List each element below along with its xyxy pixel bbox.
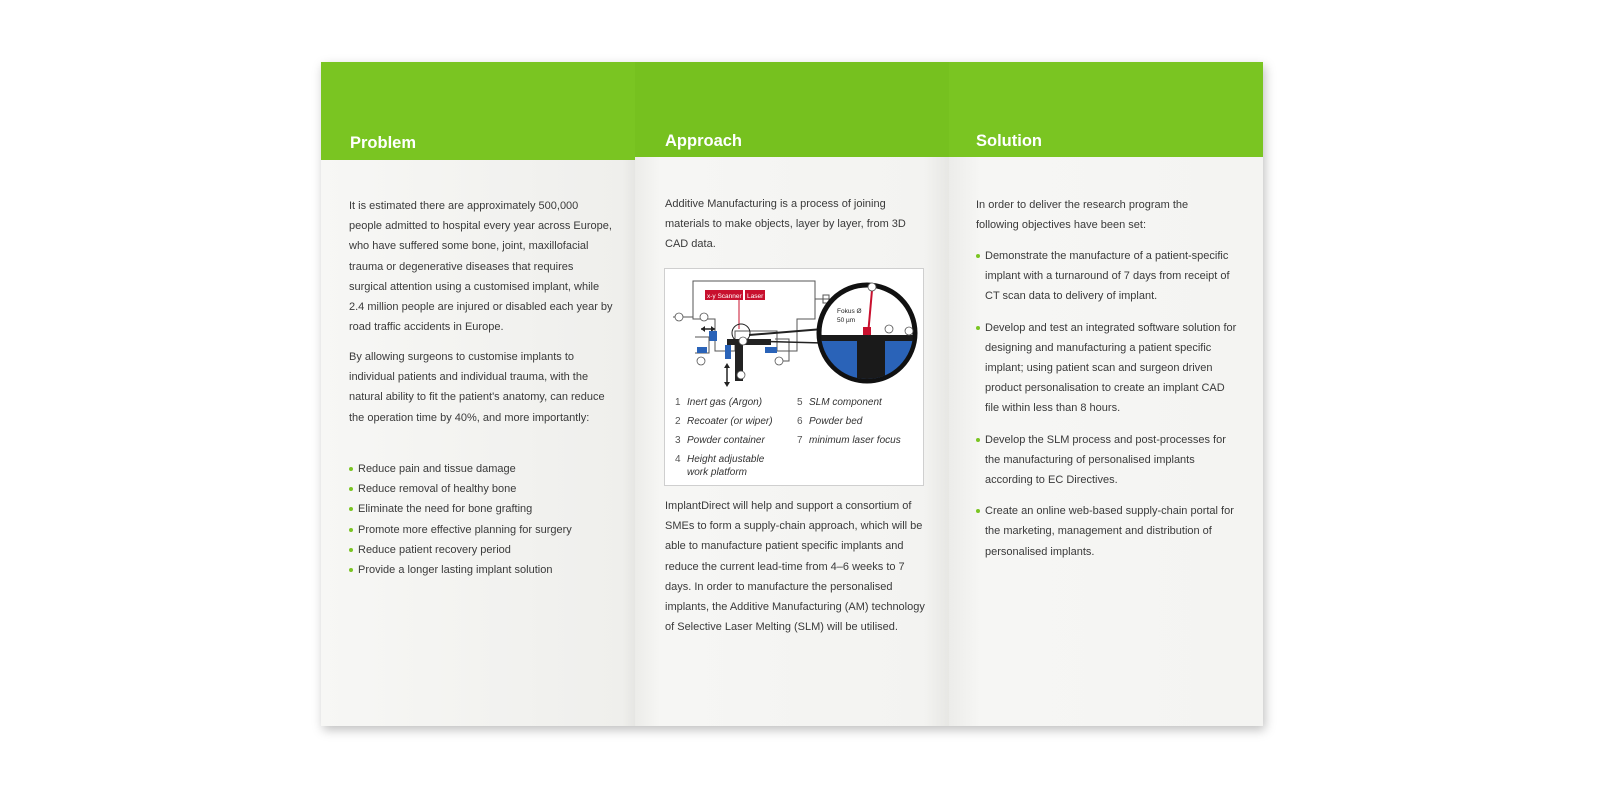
focus-value: 50 µm <box>837 317 856 324</box>
problem-paragraph-1: It is estimated there are approximately 500,000 people admitted to hospital every year across Europe, who have suffered some bone, joint, maxillofacial trauma or degenerative diseases that requires surgical attention using a customised implant, while 2.4 million people are injured or disabled each year by road traffic accidents in Europe. <box>349 200 613 334</box>
legend-item: 7 minimum laser focus <box>797 435 901 446</box>
approach-heading: Approach <box>665 132 743 150</box>
slm-diagram <box>664 268 924 486</box>
legend-item: 2 Recoater (or wiper) <box>675 416 773 427</box>
solution-heading: Solution <box>976 132 1042 150</box>
problem-panel <box>321 62 635 726</box>
list-item: Develop the SLM process and post-processes for the manufacturing of personalised implants according to EC Directives. <box>976 430 1238 491</box>
problem-heading: Problem <box>350 134 417 152</box>
list-item: Eliminate the need for bone grafting <box>349 499 619 519</box>
approach-paragraph-1: Additive Manufacturing is a process of joining materials to make objects, layer by layer, from 3D CAD data. <box>665 198 906 251</box>
legend-item: 3 Powder container <box>675 435 765 446</box>
list-item: Reduce pain and tissue damage <box>349 459 619 479</box>
diagram-legend-right <box>797 396 921 447</box>
diagram-legend-left <box>675 396 795 479</box>
list-item: Develop and test an integrated software solution for designing and manufacturing a patient specific implant; using patient scan and surgeon driven product personalisation to create an implant CAD file within less than 8 hours. <box>976 318 1238 419</box>
legend-item: 1 Inert gas (Argon) <box>675 397 763 408</box>
solution-bullet-list <box>976 246 1238 573</box>
legend-item: 4 Height adjustable work platform <box>675 454 765 478</box>
list-item: Demonstrate the manufacture of a patient-specific implant with a turnaround of 7 days from receipt of CT scan data to delivery of implant. <box>976 246 1238 307</box>
list-item: Reduce patient recovery period <box>349 540 619 560</box>
list-item: Reduce removal of healthy bone <box>349 479 619 499</box>
approach-paragraph-2: ImplantDirect will help and support a consortium of SMEs to form a supply-chain approach, which will be able to manufacture patient specific implants and reduce the current lead-time from 4–6 weeks to 7 days. In order to manufacture the personalised implants, the Additive Manufacturing (AM) technology of Selective Laser Melting (SLM) will be utilised. <box>665 500 925 634</box>
solution-panel <box>949 62 1263 726</box>
brochure <box>321 62 1263 726</box>
problem-paragraph-2: By allowing surgeons to customise implants to individual patients and individual trauma, with the natural ability to fit the patient's anatomy, can reduce the operation time by 40%, and more importantly: <box>349 351 605 424</box>
scanner-label: x-y Scanner <box>707 293 742 300</box>
legend-item: 5 SLM component <box>797 397 882 408</box>
laser-label: Laser <box>747 293 764 300</box>
list-item: Promote more effective planning for surgery <box>349 520 619 540</box>
problem-bullet-list <box>349 459 619 580</box>
list-item: Provide a longer lasting implant solution <box>349 560 619 580</box>
solution-paragraph-1: In order to deliver the research program the following objectives have been set: <box>976 199 1189 232</box>
list-item: Create an online web-based supply-chain portal for the marketing, management and distribution of personalised implants. <box>976 501 1238 562</box>
slm-machine-illustration <box>665 269 923 389</box>
legend-item: 6 Powder bed <box>797 416 863 427</box>
focus-label: Fokus Ø <box>837 308 862 315</box>
